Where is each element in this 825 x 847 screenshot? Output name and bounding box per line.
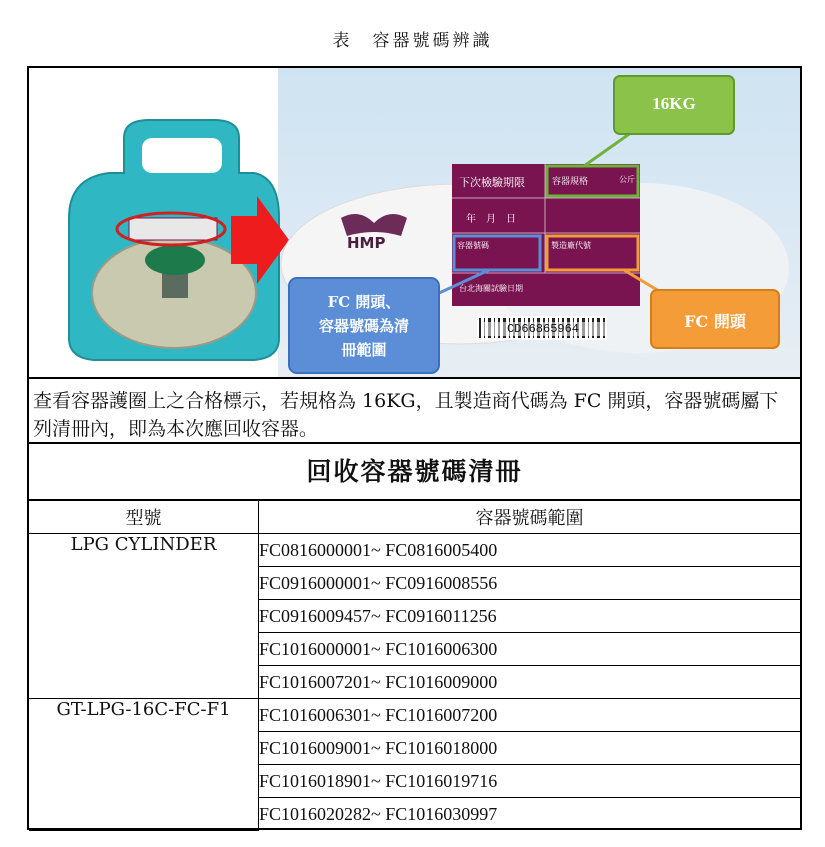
range-cell: FC1016007201~ FC1016009000 [259, 666, 801, 699]
identification-photo [29, 68, 800, 377]
range-cell: FC0916009457~ FC0916011256 [259, 600, 801, 633]
range-cell: FC0916000001~ FC0916008556 [259, 567, 801, 600]
range-cell: FC1016009001~ FC1016018000 [259, 732, 801, 765]
range-cell: FC0816000001~ FC0816005400 [259, 534, 801, 567]
model-cell: LPG CYLINDER [29, 534, 259, 699]
tag-manufacturer: 製造廠代號 [551, 241, 591, 250]
header-model: 型號 [29, 501, 259, 534]
callout-fc-start-label: FC 開頭 [684, 312, 746, 331]
container-code-table [29, 501, 800, 831]
tag-container-no: 容器號碼 [457, 241, 489, 250]
callout-16kg-label: 16KG [652, 94, 696, 113]
svg-text:HMP: HMP [347, 234, 386, 252]
barcode-number: CD66865964 [481, 322, 605, 336]
table-header-row [29, 501, 800, 534]
header-range: 容器號碼範圍 [259, 501, 801, 534]
list-title: 回收容器號碼清冊 [29, 444, 800, 501]
range-cell: FC1016020282~ FC1016030997 [259, 798, 801, 831]
tag-spec: 容器規格 [552, 177, 589, 187]
range-cell: FC1016018901~ FC1016019716 [259, 765, 801, 798]
table-row [29, 534, 800, 567]
table-caption: 表 容器號碼辨識 [332, 31, 493, 51]
tag-test-date: 台北海關試驗日期 [459, 284, 523, 293]
tag-next-inspection: 下次檢驗期限 [459, 176, 525, 189]
description-text: 查看容器護圈上之合格標示，若規格為 16KG，且製造商代碼為 FC 開頭，容器號碼屬下列清冊內，即為本次應回收容器。 [29, 377, 800, 444]
range-cell: FC1016006301~ FC1016007200 [259, 699, 801, 732]
table-row [29, 699, 800, 732]
model-cell: GT-LPG-16C-FC-F1 [29, 699, 259, 831]
document-table [27, 66, 802, 830]
range-cell: FC1016000001~ FC1016006300 [259, 633, 801, 666]
tag-unit: 公斤 [619, 175, 635, 184]
tag-ymd: 年 月 日 [466, 214, 516, 225]
callout-fc-range-label: FC 開頭、 容器號碼為清 冊範圍 [318, 293, 409, 359]
